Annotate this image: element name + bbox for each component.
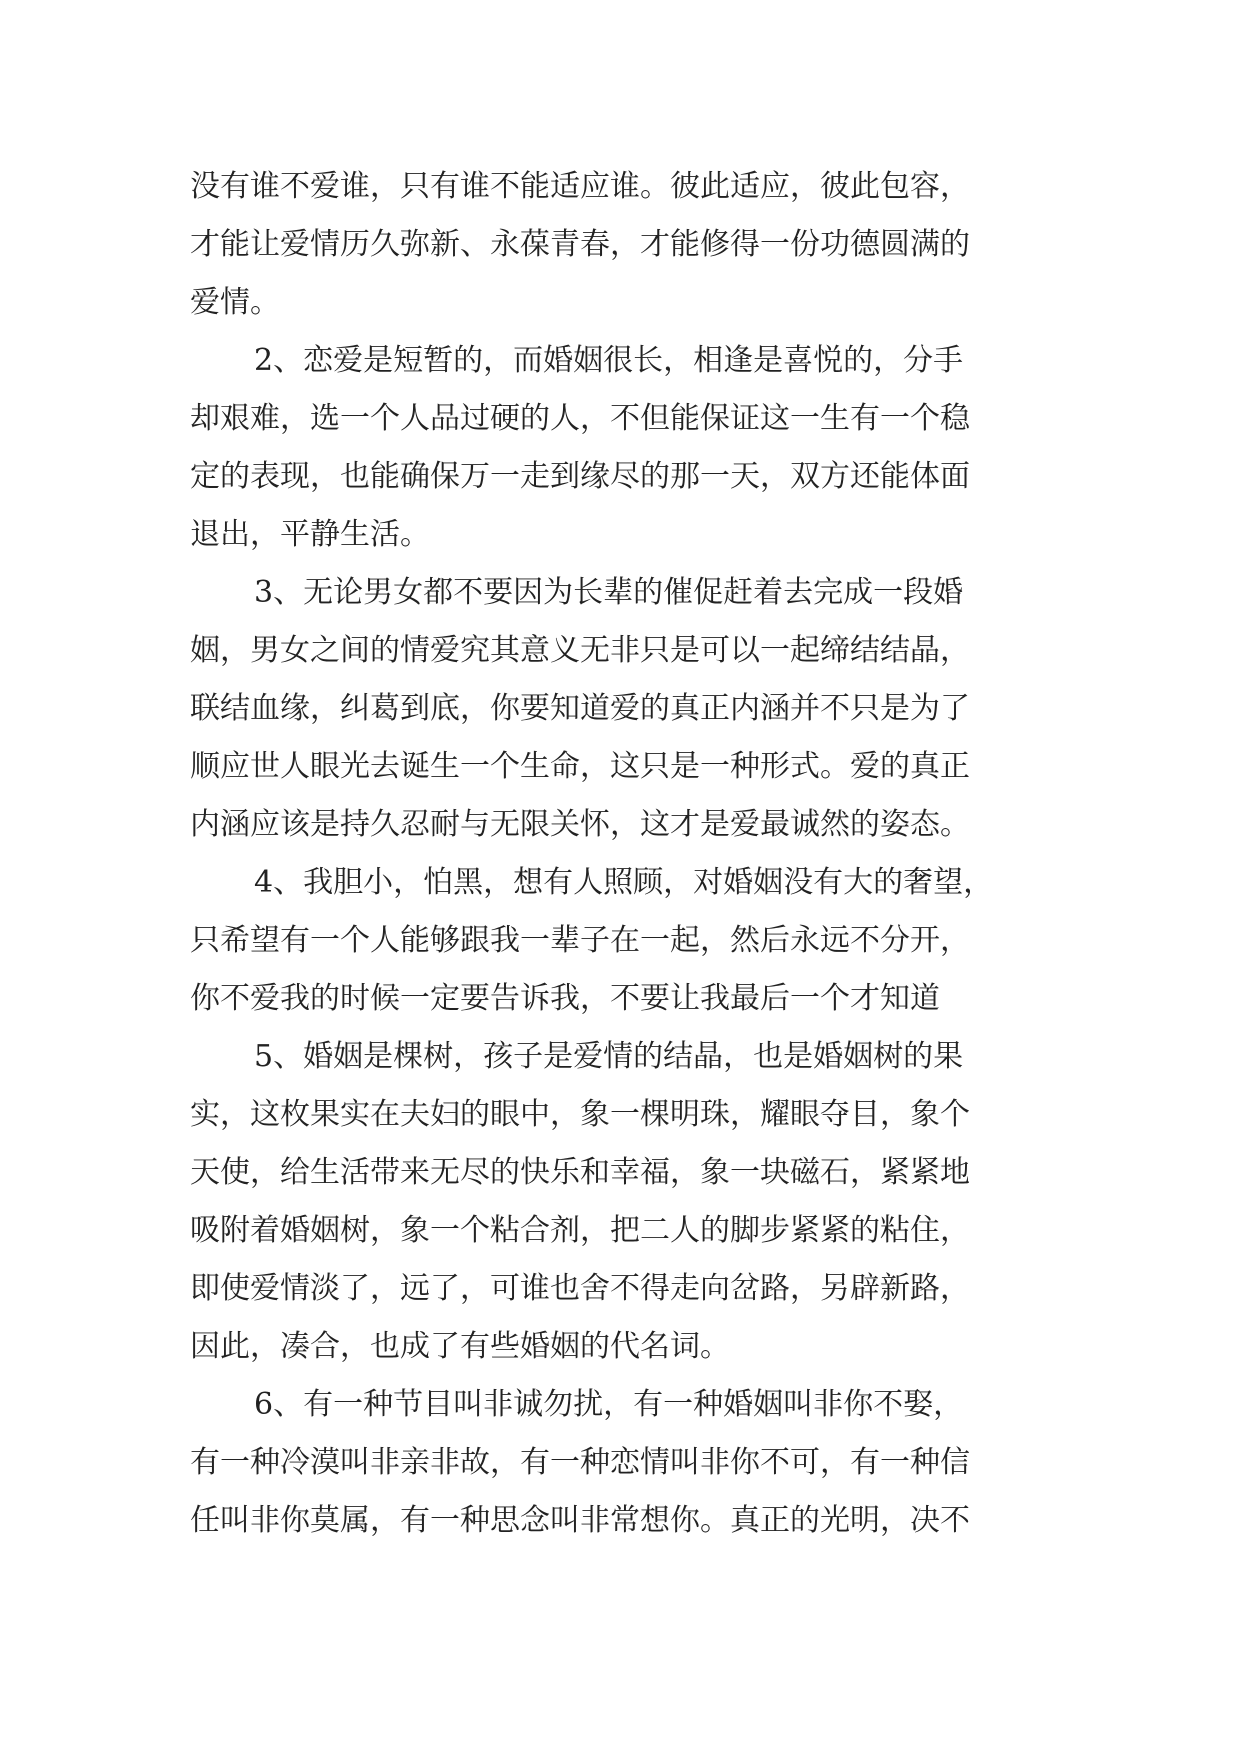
text-line: 姻，男女之间的情爱究其意义无非只是可以一起缔结结晶， — [190, 633, 970, 668]
text-line: 因此，凑合，也成了有些婚姻的代名词。 — [190, 1329, 730, 1364]
text-line: 只希望有一个人能够跟我一辈子在一起，然后永远不分开， — [190, 923, 970, 958]
text-line: 有一种冷漠叫非亲非故，有一种恋情叫非你不可，有一种信 — [190, 1445, 970, 1480]
text-line: 4、我胆小，怕黑，想有人照顾，对婚姻没有大的奢望， — [254, 865, 994, 900]
text-line: 2、恋爱是短暂的，而婚姻很长，相逢是喜悦的，分手 — [254, 343, 964, 378]
text-line: 却艰难，选一个人品过硬的人，不但能保证这一生有一个稳 — [190, 401, 970, 436]
text-line: 6、有一种节目叫非诚勿扰，有一种婚姻叫非你不娶， — [254, 1387, 964, 1422]
text-line: 定的表现，也能确保万一走到缘尽的那一天，双方还能体面 — [190, 459, 970, 494]
text-line: 联结血缘，纠葛到底，你要知道爱的真正内涵并不只是为了 — [190, 691, 970, 726]
text-line: 任叫非你莫属，有一种思念叫非常想你。真正的光明，决不 — [190, 1503, 970, 1538]
text-line: 吸附着婚姻树，象一个粘合剂，把二人的脚步紧紧的粘住， — [190, 1213, 970, 1248]
text-line: 顺应世人眼光去诞生一个生命，这只是一种形式。爱的真正 — [190, 749, 970, 784]
text-line: 天使，给生活带来无尽的快乐和幸福，象一块磁石，紧紧地 — [190, 1155, 970, 1190]
text-line: 爱情。 — [190, 285, 280, 320]
text-line: 5、婚姻是棵树，孩子是爱情的结晶，也是婚姻树的果 — [254, 1039, 964, 1074]
text-line: 内涵应该是持久忍耐与无限关怀，这才是爱最诚然的姿态。 — [190, 807, 970, 842]
text-line: 没有谁不爱谁，只有谁不能适应谁。彼此适应，彼此包容， — [190, 169, 970, 204]
text-line: 3、无论男女都不要因为长辈的催促赶着去完成一段婚 — [254, 575, 964, 610]
text-line: 才能让爱情历久弥新、永葆青春，才能修得一份功德圆满的 — [190, 227, 970, 262]
text-line: 退出，平静生活。 — [190, 517, 430, 552]
text-line: 你不爱我的时候一定要告诉我，不要让我最后一个才知道 — [190, 981, 940, 1016]
text-line: 即使爱情淡了，远了，可谁也舍不得走向岔路，另辟新路， — [190, 1271, 970, 1306]
text-line: 实，这枚果实在夫妇的眼中，象一棵明珠，耀眼夺目，象个 — [190, 1097, 970, 1132]
